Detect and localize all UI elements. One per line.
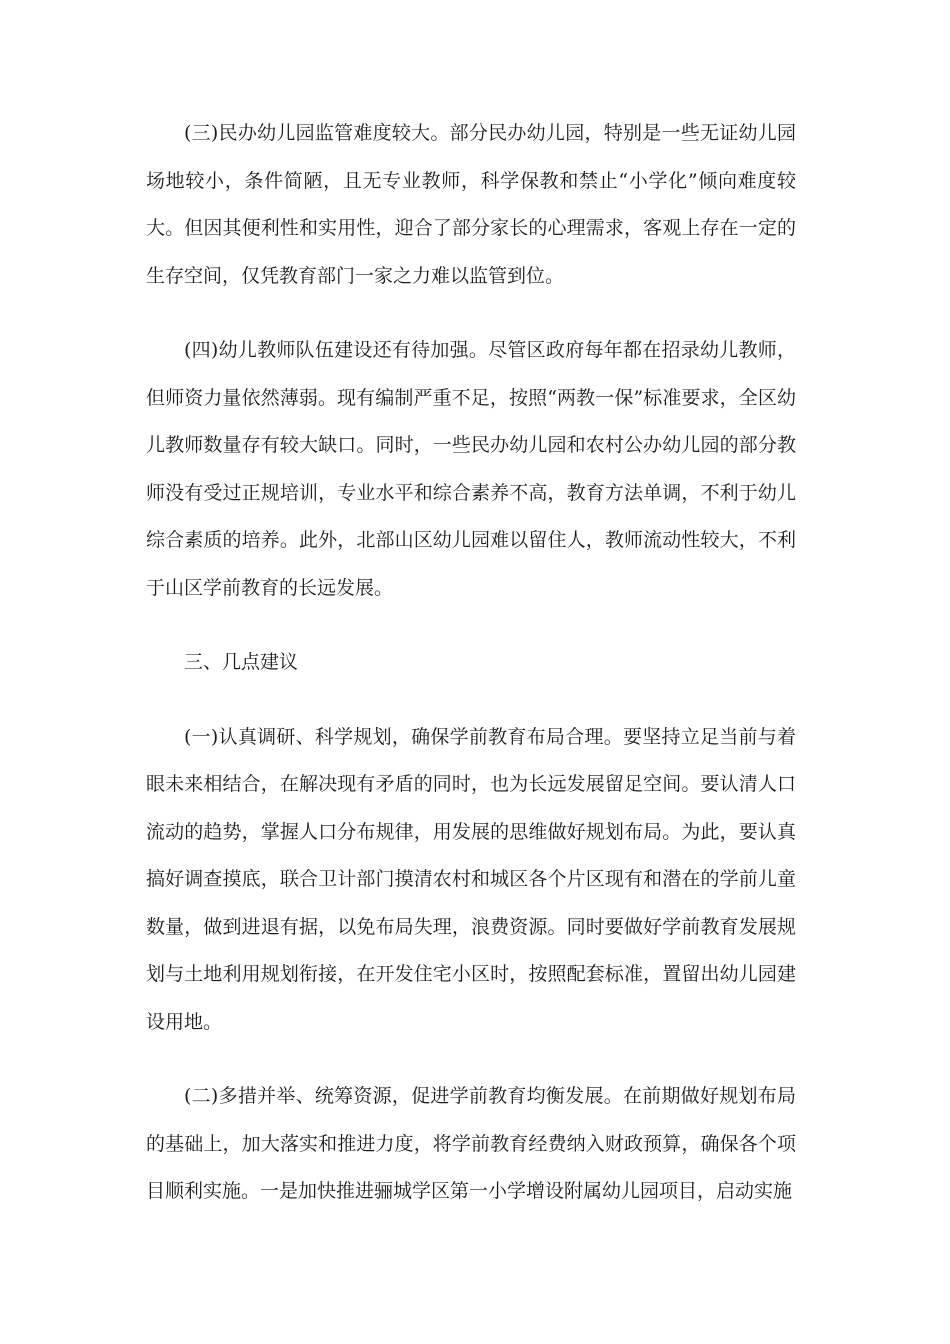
paragraph-planning: (一)认真调研、科学规划，确保学前教育布局合理。要坚持立足当前与着眼未来相结合，在解决现有矛盾的同时，也为长远发展留足空间。要认清人口流动的趋势，掌握人口分布规律，用发展的思维做好规划布局。为此，要认真搞好调查摸底，联合卫计部门摸清农村和城区各个片区现有和潜在的学前儿童数量，做到进退有据，以免布局失理，浪费资源。同时要做好学前教育发展规划与土地利用规划衔接，在开发住宅小区时，按照配套标准，置留出幼儿园建设用地。: [146, 725, 796, 1033]
section-heading-suggestions: 三、几点建议: [184, 651, 299, 673]
document-body: [146, 110, 796, 1243]
paragraph-kindergarten-supervision: (三)民办幼儿园监管难度较大。部分民办幼儿园，特别是一些无证幼儿园场地较小，条件简陋，且无专业教师，科学保教和禁止“小学化”倾向难度较大。但因其便利性和实用性，迎合了部分家长的心理需求，客观上存在一定的生存空间，仅凭教育部门一家之力难以监管到位。: [146, 122, 796, 287]
paragraph-balanced-development: (二)多措并举、统筹资源，促进学前教育均衡发展。在前期做好规划布局的基础上，加大落实和推进力度，将学前教育经费纳入财政预算，确保各个项目顺利实施。一是加快推进骊城学区第一小学增设附属幼儿园项目，启动实施: [146, 1085, 796, 1202]
paragraph-teacher-team: (四)幼儿教师队伍建设还有待加强。尽管区政府每年都在招录幼儿教师，但师资力量依然薄弱。现有编制严重不足，按照“两教一保”标准要求，全区幼儿教师数量存有较大缺口。同时，一些民办幼儿园和农村公办幼儿园的部分教师没有受过正规培训，专业水平和综合素养不高，教育方法单调，不利于幼儿综合素质的培养。此外，北部山区幼儿园难以留住人，教师流动性较大，不利于山区学前教育的长远发展。: [146, 339, 796, 599]
